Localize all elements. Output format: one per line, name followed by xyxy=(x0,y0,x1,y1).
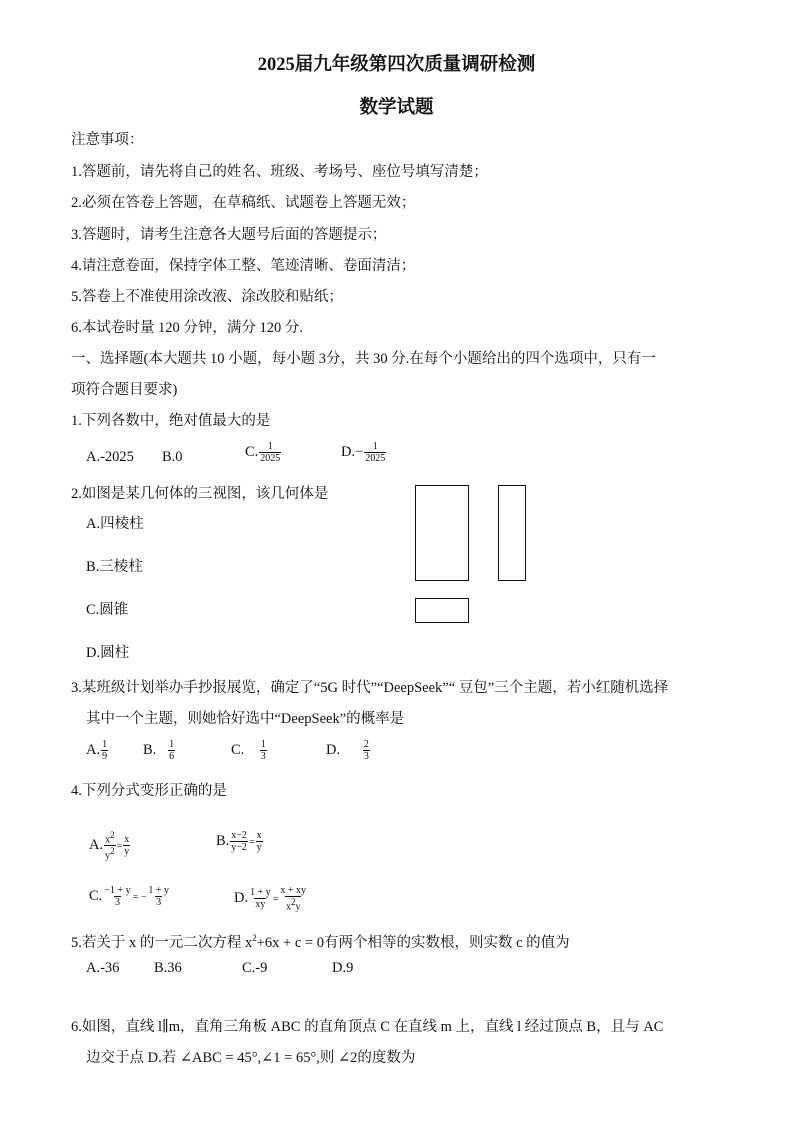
q2-option-b: B.三棱柱 xyxy=(86,559,143,575)
q3-option-b: B. $\frac{1}{6}$ xyxy=(143,739,175,762)
q4-option-d: D. $\frac{1 + y}{xy}$ = $\frac{x + xy}{x^2y}$ xyxy=(234,885,307,913)
q5-option-c: C.-9 xyxy=(242,960,268,976)
q3-stem-line2: 其中一个主题，则她恰好选中“DeepSeek”的概率是 xyxy=(86,711,405,727)
q4-option-a: A. $\frac{x^2}{y^2}$ = $\frac{x}{y}$ xyxy=(89,830,130,862)
q3-stem-line1: 3.某班级计划举办手抄报展览，确定了“5G 时代”“DeepSeek”“ 豆包”三个主题，若小红随机选择 xyxy=(71,680,669,696)
section1-instructions-line2: 项符合题目要求) xyxy=(71,382,178,398)
side-view-rectangle xyxy=(498,485,526,581)
q1-option-c: C. $\frac{1}{2025}$ xyxy=(245,441,281,464)
notes-heading: 注意事项： xyxy=(71,132,144,148)
q4-option-c: C. $\frac{-1 + y}{3}$ = − $\frac{1 + y}{3}$ xyxy=(89,885,169,908)
q2-stem: 2.如图是某几何体的三视图，该几何体是 xyxy=(71,486,329,502)
q1-option-d: D.− $\frac{1}{2025}$ xyxy=(341,441,386,464)
note-item-3: 3.答题时，请考生注意各大题号后面的答题提示； xyxy=(71,227,387,243)
q2-option-c: C.圆锥 xyxy=(86,602,129,618)
q1-stem: 1.下列各数中，绝对值最大的是 xyxy=(71,413,271,429)
section1-instructions-line1: 一、选择题(本大题共 10 小题，每小题 3分，共 30 分.在每个小题给出的四个选项中，只有一 xyxy=(71,351,656,367)
q4-stem: 4.下列分式变形正确的是 xyxy=(71,783,227,799)
q6-stem-line2: 边交于点 D.若 ∠ABC = 45°,∠1 = 65°,则 ∠2的度数为 xyxy=(86,1050,416,1066)
q3-option-c: C. $\frac{1}{3}$ xyxy=(231,739,266,762)
q6-stem-line1: 6.如图，直线 l∥m，直角三角板 ABC 的直角顶点 C 在直线 m 上，直线 l 经过顶点 B，且与 AC xyxy=(71,1019,664,1035)
exam-subtitle: 数学试题 xyxy=(359,98,434,118)
front-view-rectangle xyxy=(415,485,469,581)
top-view-rectangle xyxy=(415,598,469,623)
note-item-5: 5.答卷上不准使用涂改液、涂改胶和贴纸； xyxy=(71,289,343,305)
q5-option-a: A.-36 xyxy=(86,960,120,976)
note-item-1: 1.答题前，请先将自己的姓名、班级、考场号、座位号填写清楚； xyxy=(71,164,488,180)
q2-option-d: D.圆柱 xyxy=(86,645,130,661)
note-item-2: 2.必须在答卷上答题，在草稿纸、试题卷上答题无效； xyxy=(71,195,416,211)
q5-stem: 5.若关于 x 的一元二次方程 $x^2+6x + c = 0$有两个相等的实数根，则实数 c 的值为 xyxy=(71,933,570,951)
q1-option-b: B.0 xyxy=(162,449,183,465)
q3-option-a: A. $\frac{1}{9}$ xyxy=(86,739,108,762)
q2-option-a: A.四棱柱 xyxy=(86,516,144,532)
q1-option-a: A.-2025 xyxy=(86,449,134,465)
note-item-4: 4.请注意卷面，保持字体工整、笔迹清晰、卷面清洁； xyxy=(71,258,416,274)
q5-option-b: B.36 xyxy=(154,960,182,976)
q3-option-d: D. $\frac{2}{3}$ xyxy=(326,739,369,762)
q5-option-d: D.9 xyxy=(332,960,354,976)
exam-title: 2025届九年级第四次质量调研检测 xyxy=(257,55,536,75)
q4-option-b: B. $\frac{x-2}{y-2}$ = $\frac{x}{y}$ xyxy=(216,830,262,853)
note-item-6: 6.本试卷时量 120 分钟，满分 120 分. xyxy=(71,320,303,336)
